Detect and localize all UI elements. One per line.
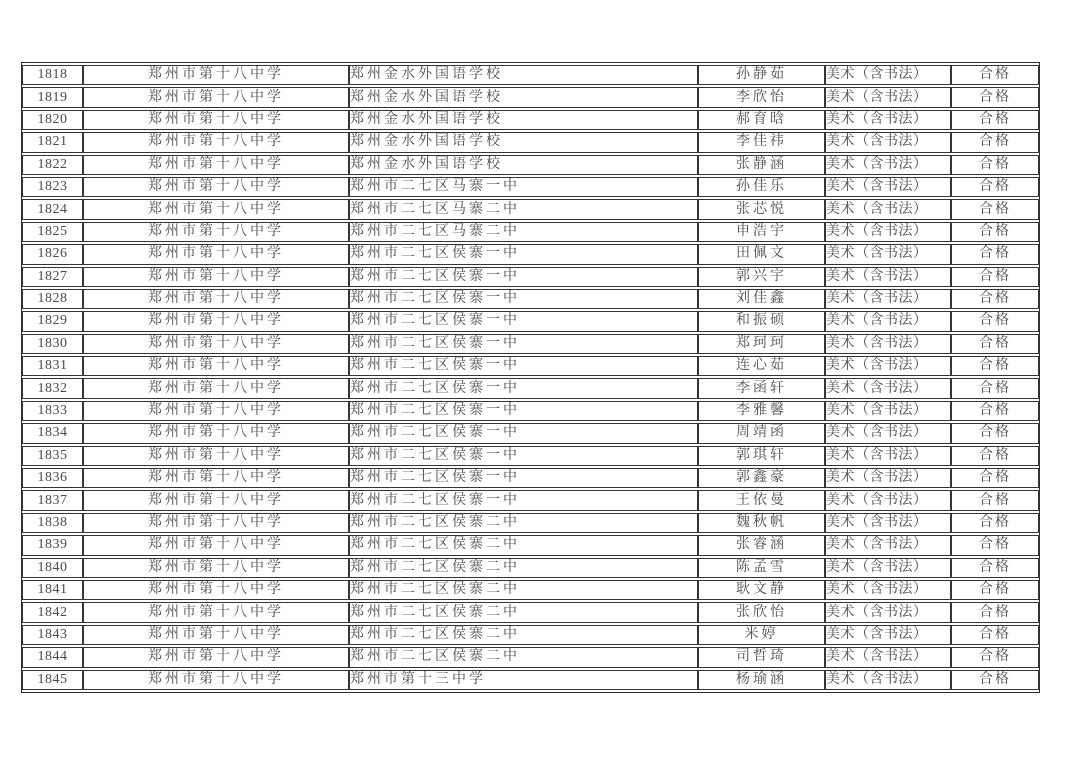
cell-subject: 美术（含书法） (825, 132, 951, 152)
cell-subject: 美术（含书法） (825, 558, 951, 578)
cell-school: 郑州市第十八中学 (83, 110, 349, 130)
cell-name: 张欣怡 (698, 602, 825, 622)
cell-subject: 美术（含书法） (825, 65, 951, 85)
cell-name: 刘佳鑫 (698, 289, 825, 309)
table-row (22, 558, 1039, 578)
cell-result: 合格 (951, 155, 1039, 175)
cell-serial: 1835 (22, 446, 83, 466)
cell-name: 米婷 (698, 625, 825, 645)
table-row (22, 110, 1039, 130)
cell-subject: 美术（含书法） (825, 177, 951, 197)
cell-origin: 郑州市二七区侯寨一中 (349, 423, 698, 443)
cell-subject: 美术（含书法） (825, 446, 951, 466)
cell-school: 郑州市第十八中学 (83, 513, 349, 533)
cell-serial: 1826 (22, 244, 83, 264)
cell-origin: 郑州市二七区侯寨一中 (349, 267, 698, 287)
cell-name: 和振硕 (698, 311, 825, 331)
cell-school: 郑州市第十八中学 (83, 401, 349, 421)
cell-result: 合格 (951, 490, 1039, 510)
cell-serial: 1843 (22, 625, 83, 645)
cell-result: 合格 (951, 334, 1039, 354)
cell-school: 郑州市第十八中学 (83, 490, 349, 510)
cell-subject: 美术（含书法） (825, 602, 951, 622)
cell-name: 申浩宇 (698, 222, 825, 242)
cell-result: 合格 (951, 110, 1039, 130)
cell-name: 耿文静 (698, 580, 825, 600)
table-row (22, 625, 1039, 645)
cell-name: 孙静茹 (698, 65, 825, 85)
cell-school: 郑州市第十八中学 (83, 625, 349, 645)
cell-result: 合格 (951, 267, 1039, 287)
cell-name: 李欣怡 (698, 87, 825, 107)
cell-origin: 郑州市二七区侯寨二中 (349, 647, 698, 667)
cell-subject: 美术（含书法） (825, 311, 951, 331)
cell-result: 合格 (951, 558, 1039, 578)
cell-result: 合格 (951, 625, 1039, 645)
cell-result: 合格 (951, 513, 1039, 533)
cell-origin: 郑州市二七区侯寨一中 (349, 244, 698, 264)
cell-school: 郑州市第十八中学 (83, 602, 349, 622)
cell-origin: 郑州市二七区侯寨一中 (349, 490, 698, 510)
cell-serial: 1824 (22, 199, 83, 219)
table-row (22, 334, 1039, 354)
cell-name: 陈孟雪 (698, 558, 825, 578)
table-row (22, 647, 1039, 667)
cell-name: 张静涵 (698, 155, 825, 175)
cell-result: 合格 (951, 535, 1039, 555)
cell-result: 合格 (951, 468, 1039, 488)
cell-subject: 美术（含书法） (825, 423, 951, 443)
cell-origin: 郑州市二七区侯寨二中 (349, 513, 698, 533)
cell-serial: 1841 (22, 580, 83, 600)
cell-origin: 郑州市二七区侯寨一中 (349, 378, 698, 398)
cell-origin: 郑州市二七区马寨二中 (349, 199, 698, 219)
table-row (22, 222, 1039, 242)
cell-name: 魏秋帆 (698, 513, 825, 533)
cell-origin: 郑州市二七区侯寨一中 (349, 446, 698, 466)
cell-school: 郑州市第十八中学 (83, 87, 349, 107)
table-row (22, 446, 1039, 466)
cell-origin: 郑州金水外国语学校 (349, 65, 698, 85)
cell-school: 郑州市第十八中学 (83, 311, 349, 331)
cell-origin: 郑州市二七区侯寨一中 (349, 289, 698, 309)
cell-subject: 美术（含书法） (825, 647, 951, 667)
cell-origin: 郑州市二七区侯寨一中 (349, 468, 698, 488)
cell-origin: 郑州金水外国语学校 (349, 110, 698, 130)
cell-subject: 美术（含书法） (825, 625, 951, 645)
cell-subject: 美术（含书法） (825, 334, 951, 354)
cell-subject: 美术（含书法） (825, 356, 951, 376)
cell-serial: 1827 (22, 267, 83, 287)
cell-school: 郑州市第十八中学 (83, 535, 349, 555)
cell-subject: 美术（含书法） (825, 155, 951, 175)
cell-subject: 美术（含书法） (825, 468, 951, 488)
cell-name: 孙佳乐 (698, 177, 825, 197)
cell-school: 郑州市第十八中学 (83, 155, 349, 175)
cell-school: 郑州市第十八中学 (83, 558, 349, 578)
cell-school: 郑州市第十八中学 (83, 244, 349, 264)
cell-school: 郑州市第十八中学 (83, 267, 349, 287)
cell-school: 郑州市第十八中学 (83, 580, 349, 600)
table-row (22, 670, 1039, 690)
cell-school: 郑州市第十八中学 (83, 222, 349, 242)
cell-subject: 美术（含书法） (825, 670, 951, 690)
cell-name: 张睿涵 (698, 535, 825, 555)
cell-name: 杨瑜涵 (698, 670, 825, 690)
cell-school: 郑州市第十八中学 (83, 423, 349, 443)
cell-result: 合格 (951, 670, 1039, 690)
cell-origin: 郑州市第十三中学 (349, 670, 698, 690)
cell-origin: 郑州金水外国语学校 (349, 155, 698, 175)
cell-serial: 1832 (22, 378, 83, 398)
cell-serial: 1818 (22, 65, 83, 85)
cell-origin: 郑州市二七区侯寨二中 (349, 535, 698, 555)
cell-school: 郑州市第十八中学 (83, 670, 349, 690)
cell-serial: 1823 (22, 177, 83, 197)
cell-result: 合格 (951, 446, 1039, 466)
cell-subject: 美术（含书法） (825, 580, 951, 600)
cell-subject: 美术（含书法） (825, 513, 951, 533)
cell-school: 郑州市第十八中学 (83, 468, 349, 488)
cell-serial: 1821 (22, 132, 83, 152)
cell-name: 王依曼 (698, 490, 825, 510)
cell-subject: 美术（含书法） (825, 401, 951, 421)
cell-serial: 1830 (22, 334, 83, 354)
table-row (22, 468, 1039, 488)
cell-subject: 美术（含书法） (825, 289, 951, 309)
cell-result: 合格 (951, 647, 1039, 667)
cell-school: 郑州市第十八中学 (83, 65, 349, 85)
cell-school: 郑州市第十八中学 (83, 378, 349, 398)
cell-result: 合格 (951, 244, 1039, 264)
cell-subject: 美术（含书法） (825, 490, 951, 510)
cell-subject: 美术（含书法） (825, 535, 951, 555)
cell-school: 郑州市第十八中学 (83, 356, 349, 376)
cell-result: 合格 (951, 65, 1039, 85)
cell-serial: 1819 (22, 87, 83, 107)
table-row (22, 602, 1039, 622)
cell-school: 郑州市第十八中学 (83, 199, 349, 219)
cell-subject: 美术（含书法） (825, 378, 951, 398)
cell-serial: 1837 (22, 490, 83, 510)
cell-school: 郑州市第十八中学 (83, 289, 349, 309)
cell-serial: 1833 (22, 401, 83, 421)
cell-name: 郑珂珂 (698, 334, 825, 354)
cell-name: 李佳祎 (698, 132, 825, 152)
cell-origin: 郑州市二七区侯寨一中 (349, 401, 698, 421)
cell-serial: 1822 (22, 155, 83, 175)
cell-origin: 郑州市二七区侯寨二中 (349, 602, 698, 622)
cell-serial: 1828 (22, 289, 83, 309)
table-row (22, 580, 1039, 600)
results-table-body (22, 65, 1039, 690)
table-row (22, 311, 1039, 331)
cell-name: 李函轩 (698, 378, 825, 398)
cell-subject: 美术（含书法） (825, 244, 951, 264)
cell-origin: 郑州市二七区侯寨二中 (349, 558, 698, 578)
cell-serial: 1840 (22, 558, 83, 578)
cell-serial: 1842 (22, 602, 83, 622)
table-row (22, 401, 1039, 421)
cell-serial: 1831 (22, 356, 83, 376)
cell-result: 合格 (951, 132, 1039, 152)
cell-name: 张芯悦 (698, 199, 825, 219)
cell-result: 合格 (951, 580, 1039, 600)
table-row (22, 65, 1039, 85)
cell-school: 郑州市第十八中学 (83, 647, 349, 667)
cell-school: 郑州市第十八中学 (83, 177, 349, 197)
cell-school: 郑州市第十八中学 (83, 132, 349, 152)
cell-name: 司哲琦 (698, 647, 825, 667)
cell-school: 郑州市第十八中学 (83, 334, 349, 354)
table-row (22, 289, 1039, 309)
table-row (22, 356, 1039, 376)
cell-name: 周靖函 (698, 423, 825, 443)
cell-serial: 1844 (22, 647, 83, 667)
cell-result: 合格 (951, 356, 1039, 376)
cell-name: 郭兴宇 (698, 267, 825, 287)
cell-subject: 美术（含书法） (825, 110, 951, 130)
cell-subject: 美术（含书法） (825, 199, 951, 219)
cell-school: 郑州市第十八中学 (83, 446, 349, 466)
cell-result: 合格 (951, 87, 1039, 107)
cell-origin: 郑州金水外国语学校 (349, 87, 698, 107)
cell-result: 合格 (951, 311, 1039, 331)
cell-result: 合格 (951, 199, 1039, 219)
cell-origin: 郑州金水外国语学校 (349, 132, 698, 152)
cell-name: 连心茹 (698, 356, 825, 376)
cell-serial: 1845 (22, 670, 83, 690)
table-row (22, 535, 1039, 555)
cell-result: 合格 (951, 401, 1039, 421)
cell-serial: 1839 (22, 535, 83, 555)
cell-origin: 郑州市二七区侯寨二中 (349, 580, 698, 600)
table-row (22, 267, 1039, 287)
results-table (21, 62, 1040, 693)
cell-origin: 郑州市二七区侯寨一中 (349, 356, 698, 376)
cell-subject: 美术（含书法） (825, 267, 951, 287)
cell-name: 郝育晗 (698, 110, 825, 130)
cell-origin: 郑州市二七区侯寨一中 (349, 311, 698, 331)
cell-subject: 美术（含书法） (825, 222, 951, 242)
cell-origin: 郑州市二七区马寨一中 (349, 177, 698, 197)
cell-serial: 1834 (22, 423, 83, 443)
cell-result: 合格 (951, 378, 1039, 398)
cell-result: 合格 (951, 423, 1039, 443)
table-row (22, 155, 1039, 175)
cell-serial: 1820 (22, 110, 83, 130)
cell-result: 合格 (951, 177, 1039, 197)
cell-result: 合格 (951, 602, 1039, 622)
table-row (22, 378, 1039, 398)
cell-serial: 1829 (22, 311, 83, 331)
cell-result: 合格 (951, 222, 1039, 242)
table-row (22, 490, 1039, 510)
cell-origin: 郑州市二七区侯寨二中 (349, 625, 698, 645)
table-row (22, 244, 1039, 264)
cell-serial: 1825 (22, 222, 83, 242)
table-row (22, 87, 1039, 107)
cell-serial: 1836 (22, 468, 83, 488)
cell-name: 李雅馨 (698, 401, 825, 421)
table-row (22, 513, 1039, 533)
table-row (22, 132, 1039, 152)
table-row (22, 423, 1039, 443)
cell-name: 郭鑫豪 (698, 468, 825, 488)
table-row (22, 177, 1039, 197)
cell-result: 合格 (951, 289, 1039, 309)
cell-name: 田佩文 (698, 244, 825, 264)
cell-subject: 美术（含书法） (825, 87, 951, 107)
cell-name: 郭琪轩 (698, 446, 825, 466)
cell-serial: 1838 (22, 513, 83, 533)
table-row (22, 199, 1039, 219)
cell-origin: 郑州市二七区侯寨一中 (349, 334, 698, 354)
cell-origin: 郑州市二七区马寨二中 (349, 222, 698, 242)
